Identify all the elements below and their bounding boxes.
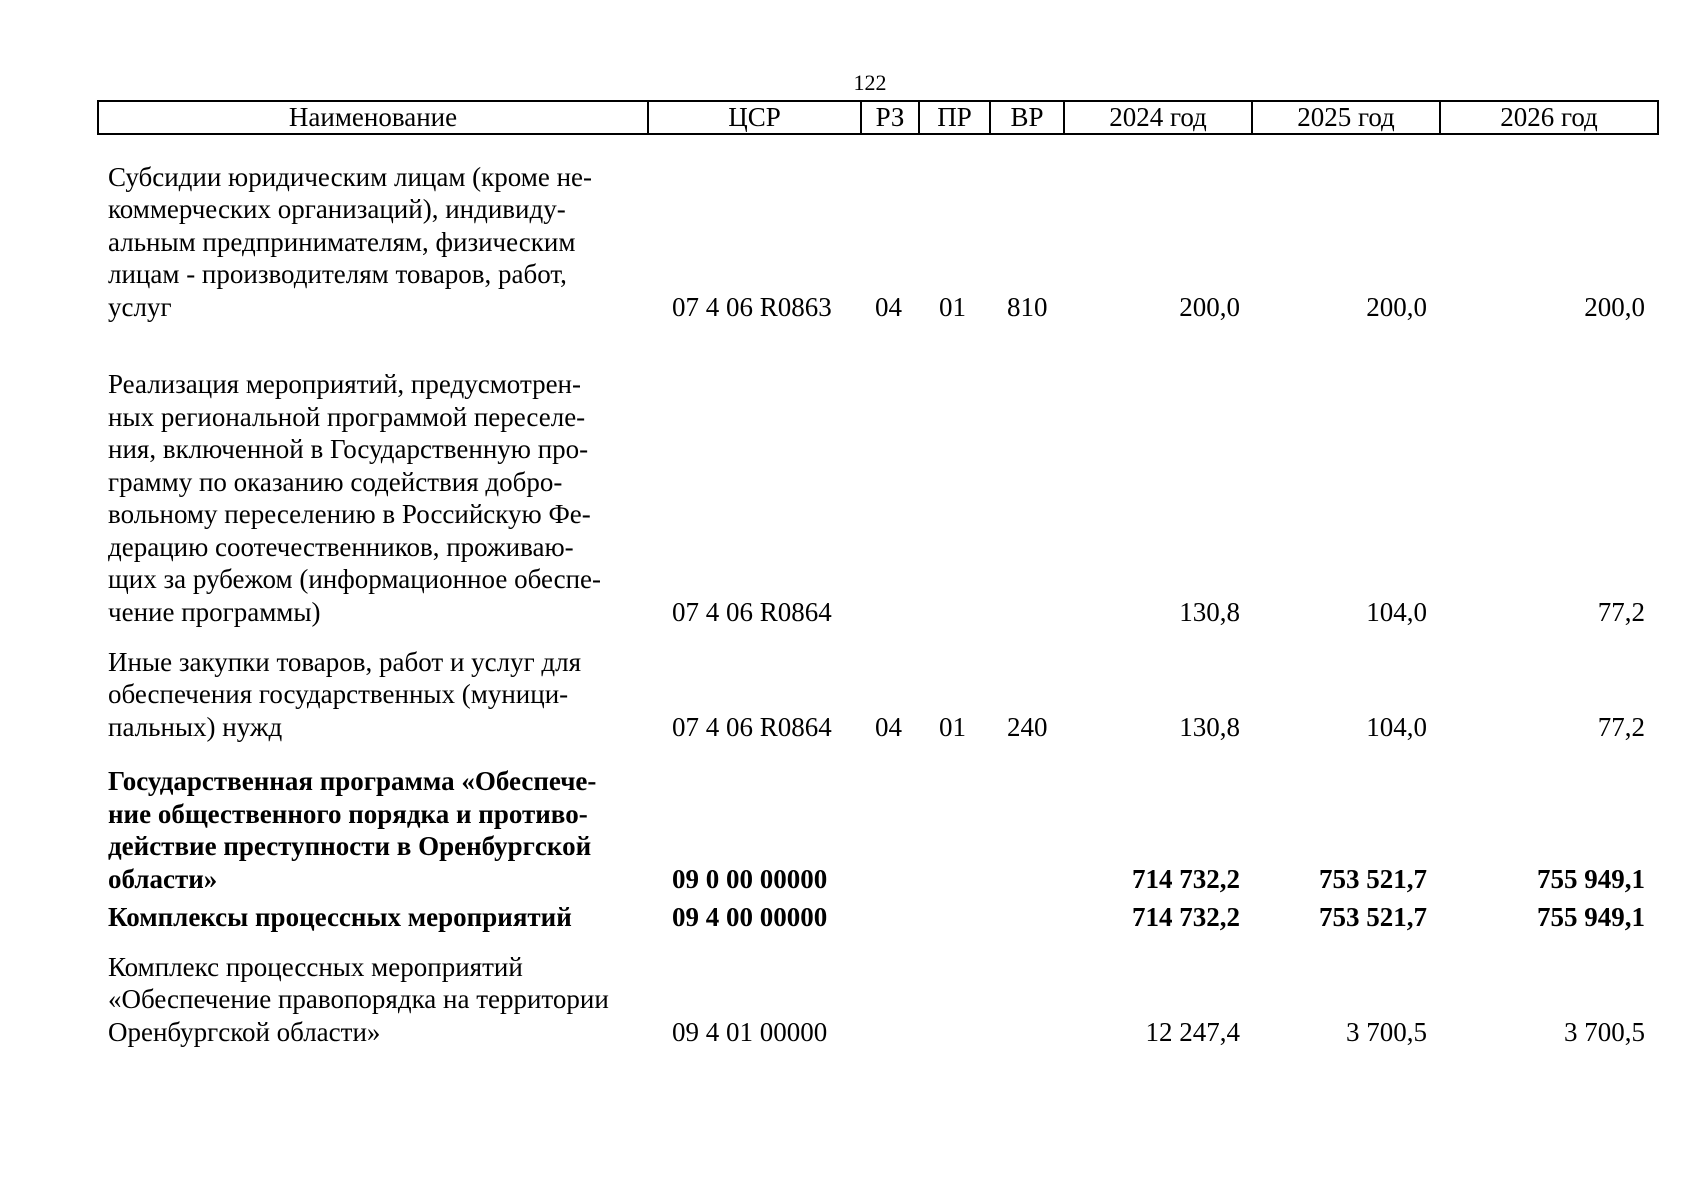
row-value-2025: 104,0 (1366, 596, 1427, 627)
row-vr: 810 (1007, 291, 1048, 322)
row-value-2024: 714 732,2 (1132, 863, 1240, 894)
row-value-2024: 130,8 (1179, 596, 1240, 627)
row-value-2026: 755 949,1 (1537, 901, 1645, 932)
table-row (0, 368, 1697, 628)
row-value-2024: 200,0 (1179, 291, 1240, 322)
row-csr: 07 4 06 R0864 (672, 711, 832, 742)
table-row (0, 900, 1697, 933)
table-header (97, 100, 1659, 135)
row-csr: 09 4 01 00000 (672, 1016, 828, 1047)
row-csr: 09 0 00 00000 (672, 863, 828, 894)
row-value-2026: 77,2 (1597, 711, 1645, 742)
page-number: 122 (853, 70, 887, 95)
row-rz: 04 (875, 711, 902, 742)
row-value-2025: 3 700,5 (1346, 1016, 1427, 1047)
header-year-2026: 2026 год (1440, 101, 1658, 134)
header-rz: РЗ (861, 101, 919, 134)
header-vr: ВР (990, 101, 1064, 134)
row-value-2026: 200,0 (1584, 291, 1645, 322)
table-row (0, 160, 1697, 323)
row-value-2026: 755 949,1 (1537, 863, 1645, 894)
row-value-2025: 753 521,7 (1319, 901, 1427, 932)
row-csr: 07 4 06 R0864 (672, 596, 832, 627)
row-name: Государственная программа «Обеспече- ние общественного порядка и противо- действие преступности в Оренбургской области» (108, 766, 597, 894)
row-pr: 01 (939, 711, 966, 742)
row-name: Комплекс процессных мероприятий «Обеспечение правопорядка на территории Оренбургской области» (108, 951, 609, 1047)
header-pr: ПР (919, 101, 990, 134)
row-csr: 09 4 00 00000 (672, 901, 828, 932)
row-pr: 01 (939, 291, 966, 322)
row-name: Иные закупки товаров, работ и услуг для обеспечения государственных (муници- пальных) нужд (108, 646, 582, 742)
header-year-2024: 2024 год (1064, 101, 1252, 134)
row-value-2025: 104,0 (1366, 711, 1427, 742)
row-value-2024: 714 732,2 (1132, 901, 1240, 932)
row-name: Субсидии юридическим лицам (кроме не- коммерческих организаций), индивиду- альным предпринимателям, физическим лицам - производителям товаров, работ, услуг (108, 161, 592, 322)
table-row (0, 950, 1697, 1048)
header-csr: ЦСР (648, 101, 861, 134)
header-year-2025: 2025 год (1252, 101, 1440, 134)
table-row (0, 764, 1697, 895)
row-csr: 07 4 06 R0863 (672, 291, 832, 322)
row-value-2026: 3 700,5 (1564, 1016, 1645, 1047)
row-rz: 04 (875, 291, 902, 322)
row-name: Комплексы процессных мероприятий (108, 901, 572, 932)
row-name: Реализация мероприятий, предусмотрен- ных региональной программой переселе- ния, включенной в Государственную про- грамму по оказанию содействия добро- вольному переселению в Российскую Фе- дерацию соотечественников, проживаю- щих за рубежом (информационное обеспе- чение программы) (108, 369, 602, 627)
header-name: Наименование (98, 101, 648, 134)
row-value-2024: 130,8 (1179, 711, 1240, 742)
table-row (0, 645, 1697, 743)
row-vr: 240 (1007, 711, 1048, 742)
row-value-2025: 753 521,7 (1319, 863, 1427, 894)
row-value-2025: 200,0 (1366, 291, 1427, 322)
row-value-2024: 12 247,4 (1145, 1016, 1240, 1047)
row-value-2026: 77,2 (1597, 596, 1645, 627)
